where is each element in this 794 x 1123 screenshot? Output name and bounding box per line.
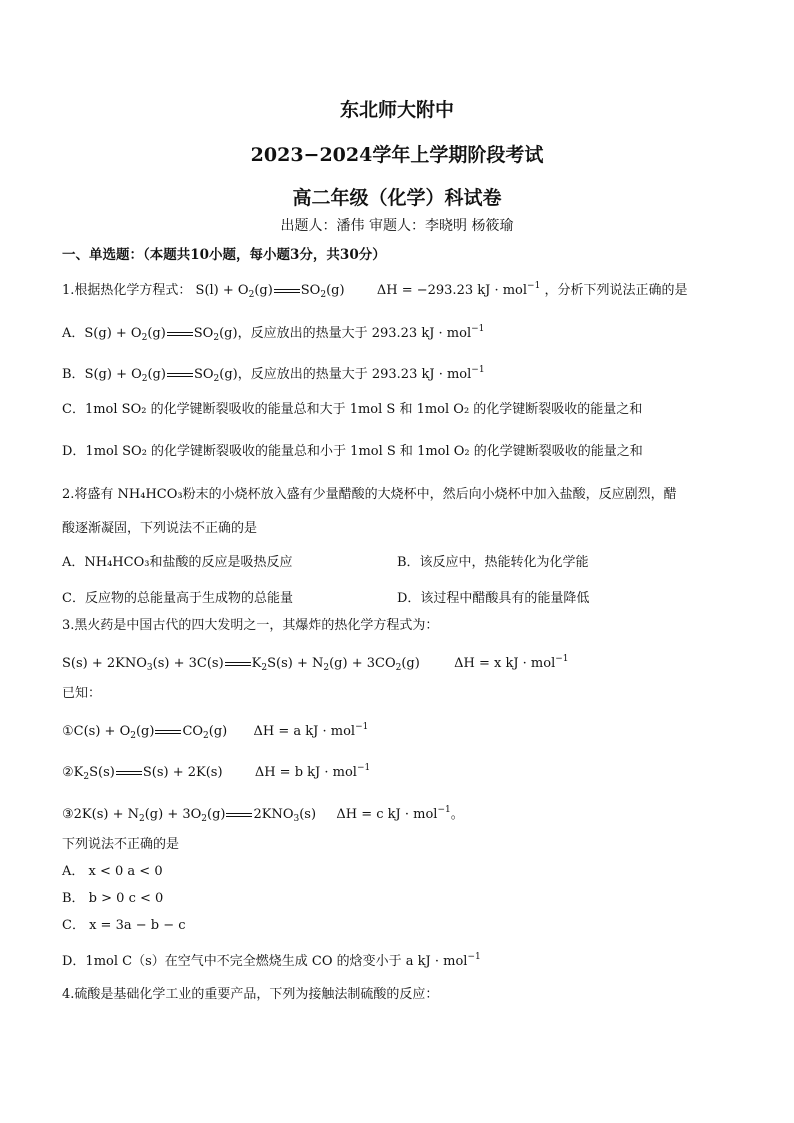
q1-stem — [62, 282, 687, 300]
q3-option-a: A． x < 0 a < 0 — [62, 864, 163, 879]
q1-stem-post: ，分析下列说法正确的是 — [544, 283, 688, 298]
q4-stem: 4.硫酸是基础化学工业的重要产品，下列为接触法制硫酸的反应： — [62, 987, 439, 1002]
q3-known-label: 已知： — [62, 686, 102, 701]
q3-option-c: C． x = 3a − b − c — [62, 918, 186, 933]
q3-equation-3: ③2K(s) + $N_2(g) + 3O_2(g)$ $2KNO_3(s) \Delta H = c$ kJ · mol$^{-1}$。 — [62, 805, 464, 824]
q2-option-c: C．反应物的总能量高于生成物的总能量 — [62, 591, 293, 606]
q1-stem-pre: 1.根据热化学方程式： — [62, 283, 192, 298]
q3-option-d: D．1mol C（s）在空气中不完全燃烧生成 CO 的焓变小于 a kJ · mol$^{-1}$ — [62, 952, 481, 969]
school-title: 东北师大附中 — [339, 99, 454, 121]
q2-stem-line2: 酸逐渐凝固，下列说法不正确的是 — [62, 521, 258, 536]
q1-option-c: C．1mol SO₂ 的化学键断裂吸收的能量总和大于 1mol S 和 1mol O₂ 的化学键断裂吸收的能量之和 — [62, 402, 643, 417]
exam-title: 2023−2024学年上学期阶段考试 — [250, 144, 544, 166]
q3-prompt: 下列说法不正确的是 — [62, 837, 180, 852]
q3-equation-2: $②K_2S(s) S(s) + 2K(s) \Delta H = b$ kJ · mol$^{-1}$ — [62, 763, 371, 782]
q1-option-d: D．1mol SO₂ 的化学键断裂吸收的能量总和小于 1mol S 和 1mol O₂ 的化学键断裂吸收的能量之和 — [62, 444, 643, 459]
q1-equation: $S(l) + O_2(g)$ $SO_2(g)$ — [195, 283, 345, 300]
authors-line: 出题人：潘伟 审题人：李晓明 杨筱瑜 — [280, 218, 514, 234]
q1-option-b: B．$S(g) + O_2(g)$ $SO_2(g)$，反应放出的热量大于 293.23 kJ · mol$^{-1}$ — [62, 365, 485, 384]
q3-stem: 3.黑火药是中国古代的四大发明之一，其爆炸的热化学方程式为： — [62, 618, 439, 633]
section-heading: 一、单选题：（本题共10小题，每小题3分，共30分） — [62, 247, 386, 263]
q2-option-a: A．NH₄HCO₃和盐酸的反应是吸热反应 — [62, 555, 293, 570]
q3-main-equation: $S(s) + 2KNO_3(s) + 3C(s) K_2S(s) + N_2(g) + 3CO_2(g) \Delta H = x$ kJ · mol$^{-1}$ — [62, 654, 569, 673]
q1-enthalpy: ΔH = −293.23 kJ · mol$^{-1}$ — [376, 281, 541, 298]
q2-option-d: D．该过程中醋酸具有的能量降低 — [397, 591, 590, 606]
q1-option-a: A．$S(g) + O_2(g)$ $SO_2(g)$，反应放出的热量大于 293.23 kJ · mol$^{-1}$ — [62, 324, 485, 343]
q3-option-b: B． b > 0 c < 0 — [62, 891, 164, 906]
q2-stem-line1: 2.将盛有 NH₄HCO₃粉末的小烧杯放入盛有少量醋酸的大烧杯中，然后向小烧杯中加入盐酸，反应剧烈，醋 — [62, 487, 677, 502]
subject-title: 高二年级（化学）科试卷 — [292, 187, 502, 209]
q2-option-b: B．该反应中，热能转化为化学能 — [397, 555, 589, 570]
q3-equation-1: ①C(s) + $O_2(g)$ $CO_2(g) \Delta H = a$ kJ · mol$^{-1}$ — [62, 722, 369, 741]
